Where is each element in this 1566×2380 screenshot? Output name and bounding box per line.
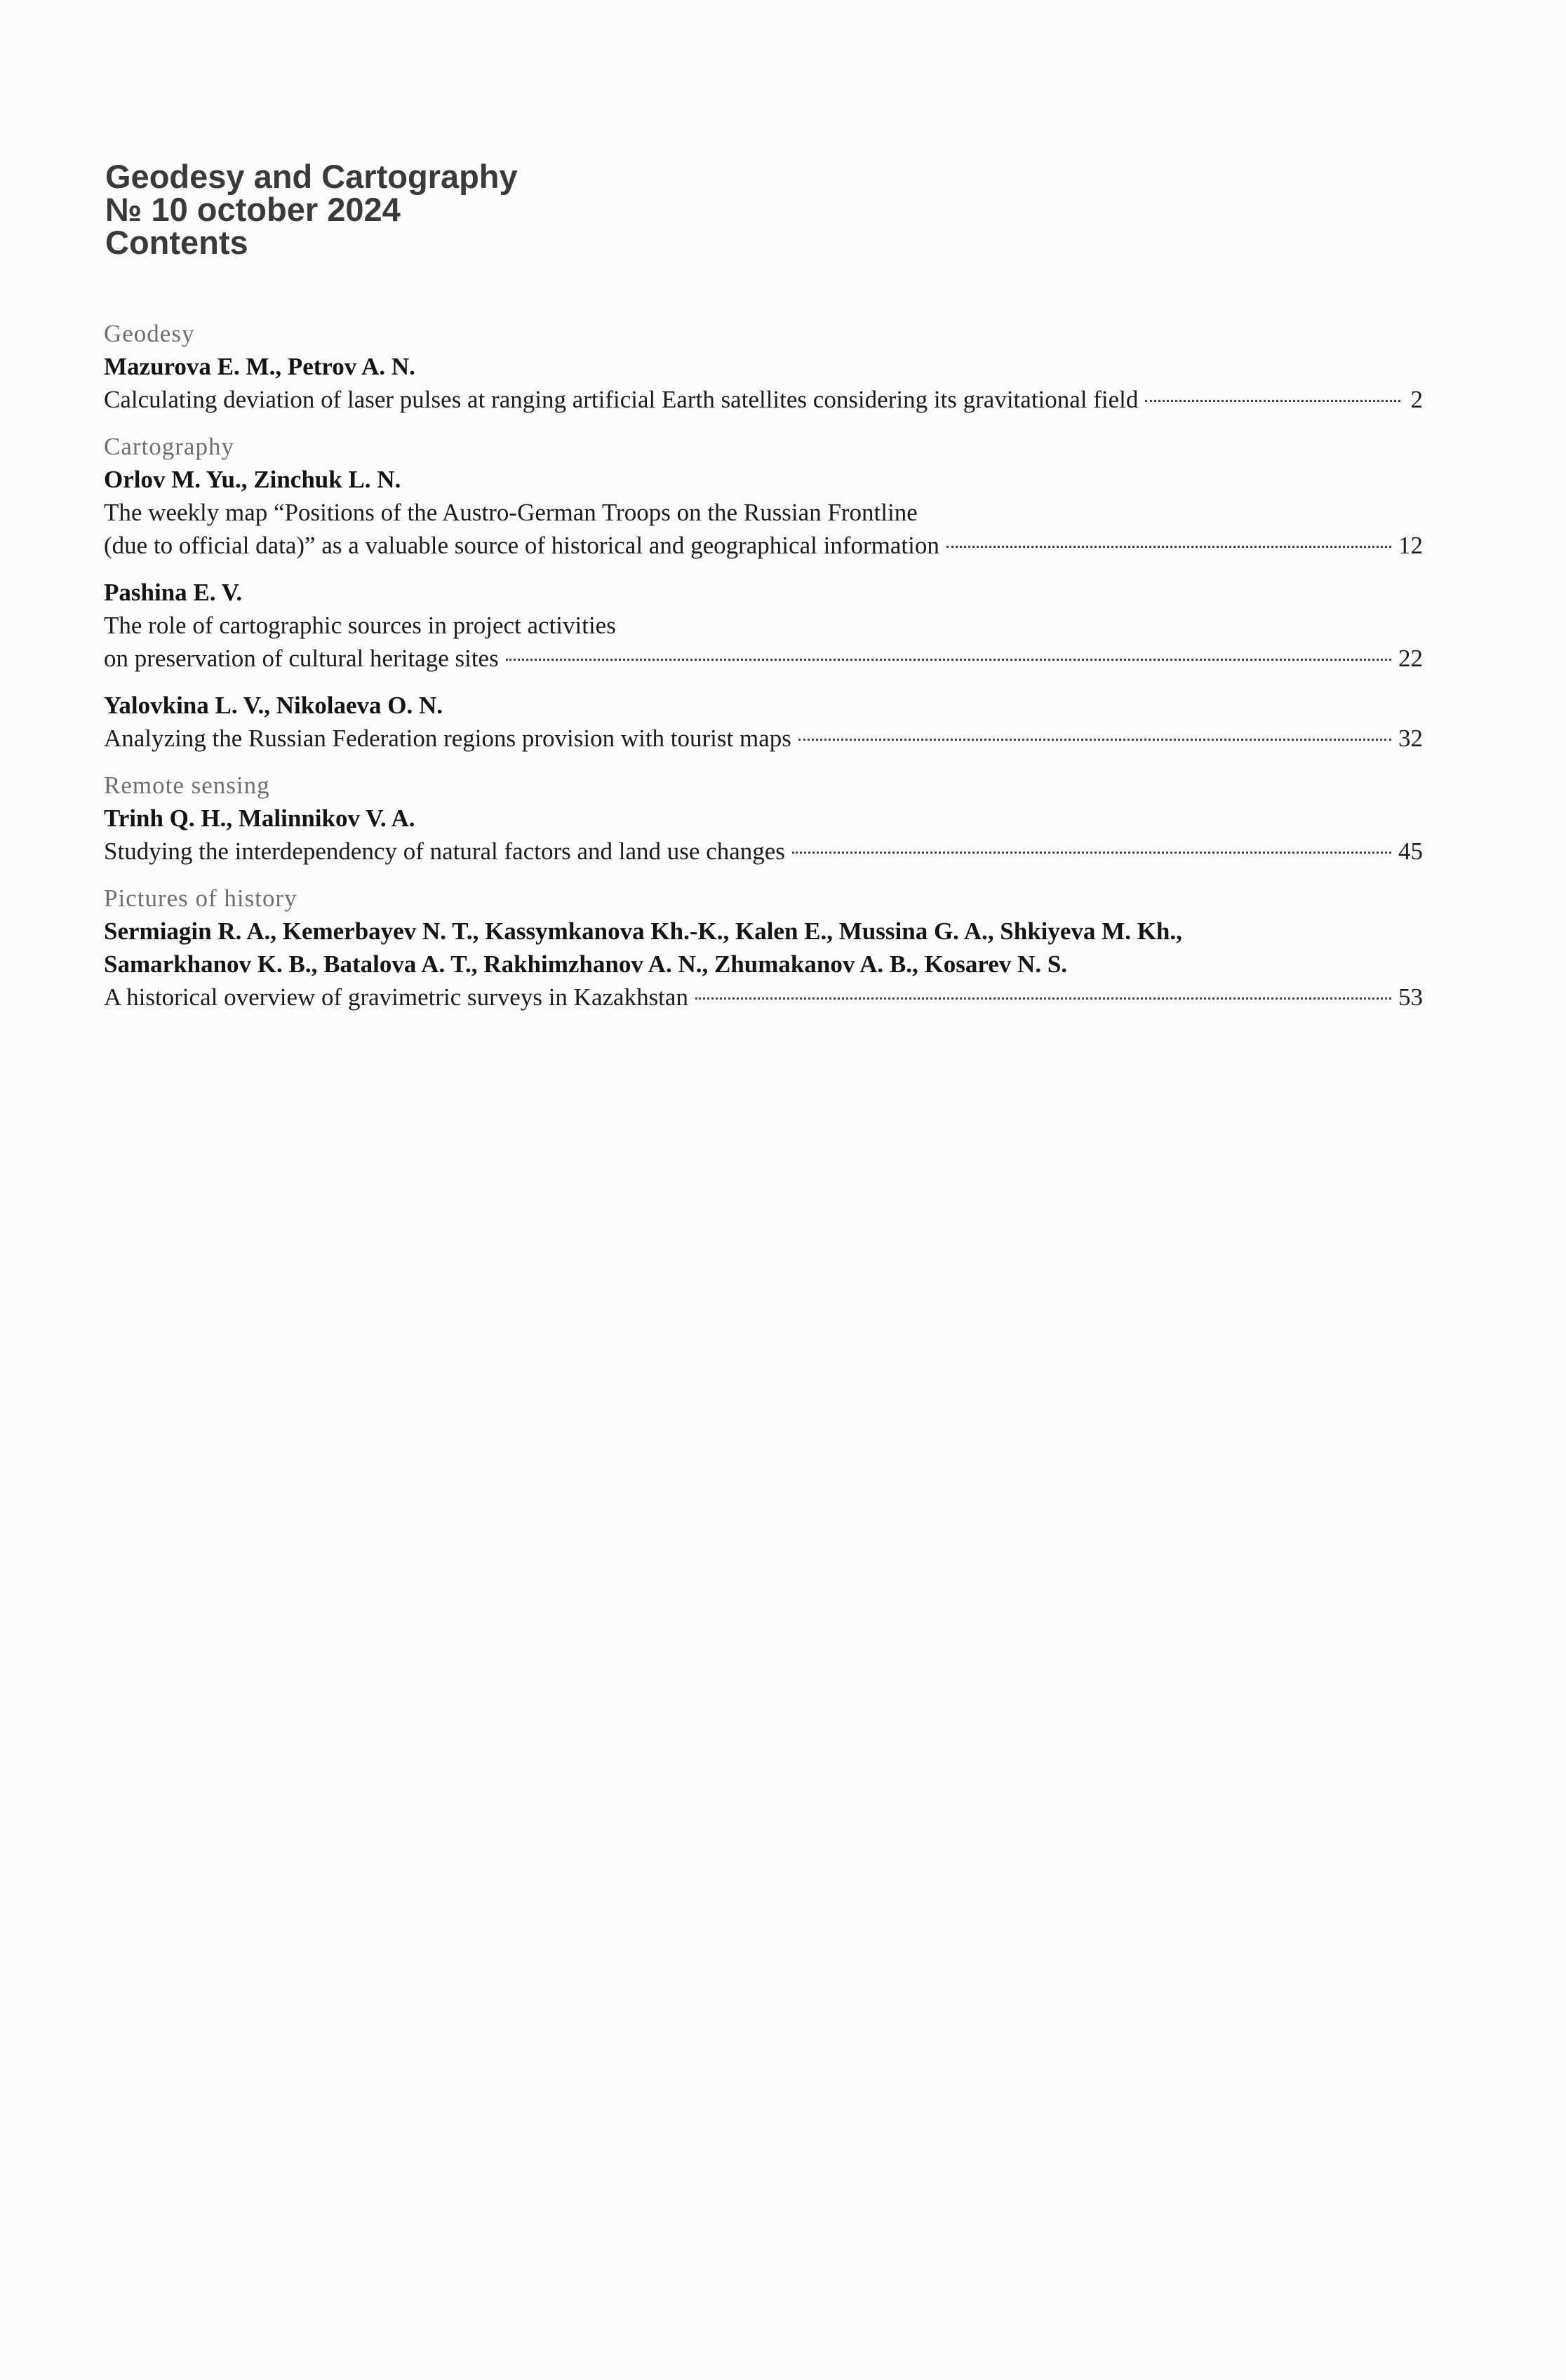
page-number: 53 (1398, 983, 1423, 1011)
entry-title-line: The weekly map “Positions of the Austro-German Troops on the Russian Frontline (104, 499, 918, 526)
section-title: Cartography (104, 433, 234, 460)
dot-leader (792, 852, 1391, 854)
entry-title-last-line (104, 529, 1423, 562)
entry-authors: Orlov M. Yu., Zinchuk L. N. (104, 466, 401, 493)
entry-title-line: The role of cartographic sources in project activities (104, 612, 616, 639)
entry-title-text: Calculating deviation of laser pulses at ranging artificial Earth satellites considering its gravitational field (104, 386, 1139, 413)
entry-title-last-line (104, 383, 1423, 416)
journal-title: Geodesy and Cartography (105, 158, 518, 195)
toc-entry[interactable] (104, 463, 1423, 562)
entry-title-last-line (104, 722, 1423, 755)
toc-entry[interactable] (104, 915, 1423, 1014)
toc-entry[interactable] (104, 689, 1423, 755)
entry-authors: Trinh Q. H., Malinnikov V. A. (104, 805, 415, 832)
entry-title-text: Studying the interdependency of natural factors and land use changes (104, 838, 785, 865)
page-number: 2 (1410, 386, 1423, 413)
dot-leader (695, 997, 1391, 1000)
entry-title-text: A historical overview of gravimetric surveys in Kazakhstan (104, 983, 688, 1011)
table-of-contents (104, 317, 1423, 1028)
entry-title-last-line (104, 835, 1423, 868)
journal-header (105, 160, 518, 259)
section-title: Pictures of history (104, 885, 297, 912)
dot-leader (506, 659, 1391, 661)
toc-entry[interactable] (104, 802, 1423, 868)
toc-entry[interactable] (104, 576, 1423, 675)
entry-title-text: Analyzing the Russian Federation regions provision with tourist maps (104, 725, 791, 752)
entry-title-text: (due to official data)” as a valuable source of historical and geographical information (104, 532, 939, 559)
entry-authors: Yalovkina L. V., Nikolaeva O. N. (104, 692, 443, 719)
section-title: Geodesy (104, 320, 195, 347)
dot-leader (946, 546, 1391, 548)
page-number: 45 (1398, 838, 1423, 865)
entry-authors: Sermiagin R. A., Kemerbayev N. T., Kassymkanova Kh.-K., Kalen E., Mussina G. A., Shkiyeva M. Kh., (104, 917, 1182, 945)
section-title: Remote sensing (104, 772, 270, 799)
entry-title-text: on preservation of cultural heritage sites (104, 645, 499, 672)
entry-authors: Pashina E. V. (104, 579, 243, 606)
page-number: 22 (1398, 645, 1423, 672)
entry-authors: Samarkhanov K. B., Batalova A. T., Rakhimzhanov A. N., Zhumakanov A. B., Kosarev N. S. (104, 950, 1068, 978)
page-number: 12 (1398, 532, 1423, 559)
dot-leader (1145, 400, 1400, 402)
dot-leader (798, 739, 1391, 741)
page-number: 32 (1398, 725, 1423, 752)
entry-title-last-line (104, 642, 1423, 675)
toc-entry[interactable] (104, 350, 1423, 416)
contents-heading: Contents (105, 224, 248, 261)
entry-authors: Mazurova E. M., Petrov A. N. (104, 353, 415, 380)
entry-title-last-line (104, 981, 1423, 1014)
issue-line: № 10 october 2024 (105, 191, 401, 228)
